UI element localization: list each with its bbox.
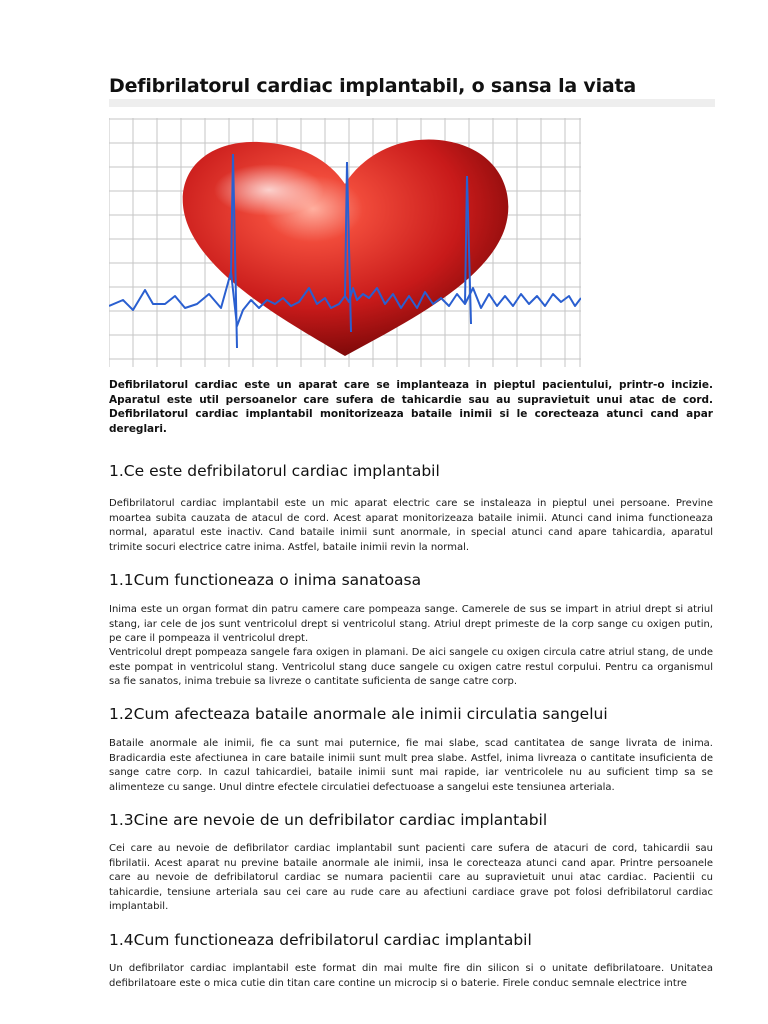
section-paragraph: Defibrilatorul cardiac implantabil este un mic aparat electric care se instaleaza in pieptul unei persoane. Previne moartea subita cauzata de atacul de cord. Acest aparat monitorizeaza bataile inimii. Atunci cand inima functioneaza normal, aparatul este inactiv. Cand bataile inimii sunt anormale, in special atunci cand apare tahicardia, aparatul trimite socuri electrice catre inima. Astfel, bataile inimii revin la normal. — [109, 498, 713, 553]
section-heading: 1.3Cine are nevoie de un defribilator cardiac implantabil — [109, 811, 548, 829]
document-title: Defibrilatorul cardiac implantabil, o sansa la viata — [109, 75, 637, 97]
section-heading: 1.4Cum functioneaza defribilatorul cardiac implantabil — [109, 931, 532, 949]
section-paragraph: Inima este un organ format din patru camere care pompeaza sange. Camerele de sus se impart in atriul drept si atriul stang, iar cele de jos sunt ventricolul drept si ventricolul stang. Atriul drept primeste de la corp sange cu oxigen putin, pe care il pompeaza il ventricolul drept. — [109, 604, 713, 644]
lead-paragraph: Defibrilatorul cardiac este un aparat care se implanteaza in pieptul pacientului, printr-o incizie. Aparatul este util persoanelor care sufera de tahicardie sau au supravietuit unui atac de cord. Defibrilatorul cardiac implantabil monitorizeaza bataile inimii si le corecteaza atunci cand apar dereglari. — [109, 379, 713, 435]
section-paragraph: Bataile anormale ale inimii, fie ca sunt mai puternice, fie mai slabe, scad cantitatea de sange livrata de inima. Bradicardia este afectiunea in care bataile inimii sunt mult prea slabe. Astfel, inima livreaza o cantitate insuficienta de sange catre corp. In cazul tahicardiei, bataile inimii sunt mai rapide, iar ventricolele nu au suficient timp sa se alimenteze cu sange. Unul dintre efectele circulatiei defectuoase a sangelui este tensiunea arteriala. — [109, 738, 713, 793]
heart-highlight — [214, 164, 324, 216]
section-paragraph: Un defibrilator cardiac implantabil este format din mai multe fire din silicon si o unitate defibrilatoare. Unitatea defibrilatoare este o mica cutie din titan care contine un microcip si o baterie. Firele conduc semnale electrice intre — [109, 963, 713, 989]
title-divider — [109, 99, 715, 107]
section-paragraph: Cei care au nevoie de defibrilator cardiac implantabil sunt pacienti care sufera de atacuri de cord, tahicardii sau fibrilatii. Acest aparat nu previne bataile anormale ale inimii, insa le corecteaza atunci cand apar. Printre persoanele care au nevoie de defribilatorul cardiac se numara pacientii care au supravietuit unui atac cardiac. Pacientii cu tahicardie, tensiune arteriala sau cei care au rude care au afectiuni cardiace grave pot folosi defribilatorul cardiac implantabil. — [109, 843, 713, 912]
section-heading: 1.Ce este defribilatorul cardiac implantabil — [109, 462, 440, 480]
heart-ecg-illustration — [109, 118, 581, 367]
section-paragraph: Ventricolul drept pompeaza sangele fara oxigen in plamani. De aici sangele cu oxigen circula catre atriul stang, de unde este pompat in ventricolul stang. Ventricolul stang duce sangele cu oxigen catre restul corpului. Pentru ca organismul sa fie sanatos, inima trebuie sa livreze o cantitate suficienta de sange catre corp. — [109, 647, 713, 687]
section-heading: 1.1Cum functioneaza o inima sanatoasa — [109, 571, 422, 589]
section-heading: 1.2Cum afecteaza bataile anormale ale inimii circulatia sangelui — [109, 705, 608, 723]
